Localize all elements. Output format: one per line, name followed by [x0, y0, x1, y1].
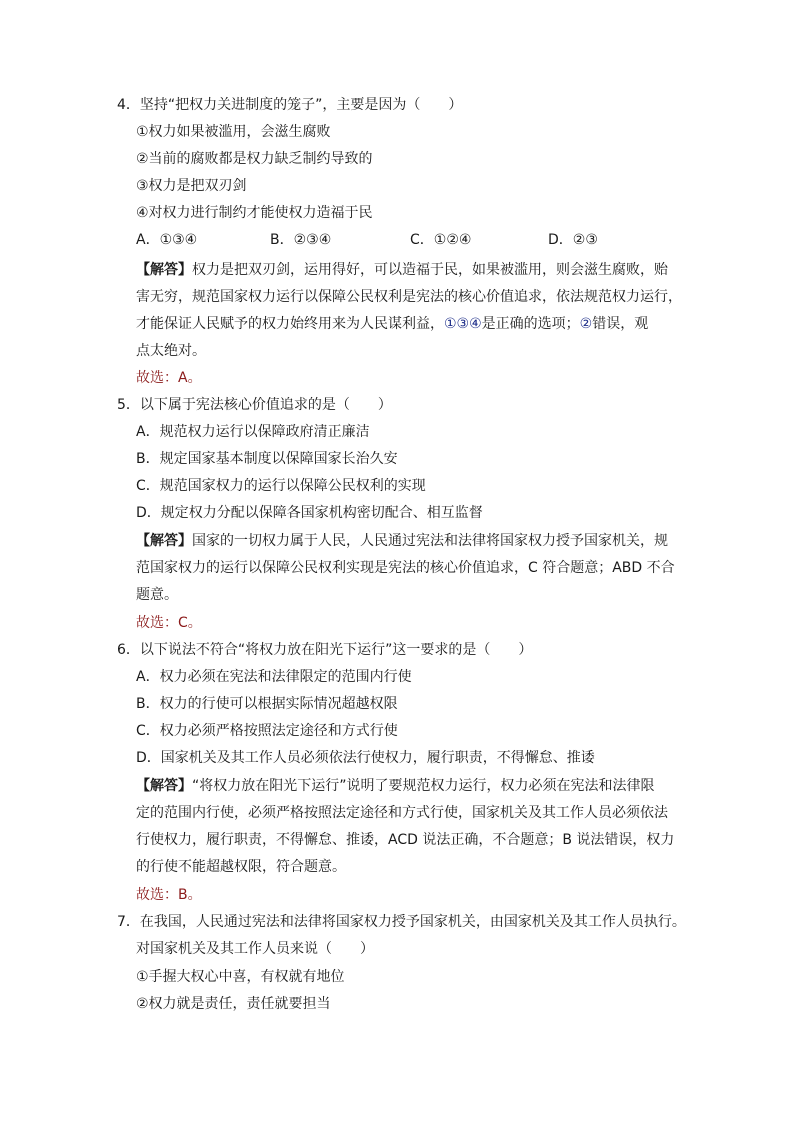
question-5-final-answer: 故选：C。: [136, 615, 202, 631]
question-4-item-4: ④对权力进行制约才能使权力造福于民: [136, 205, 373, 221]
question-5-option-d: D．规定权力分配以保障各国家机构密切配合、相互监督: [136, 505, 483, 521]
question-4-item-1: ①权力如果被滥用，会滋生腐败: [136, 124, 331, 140]
choice-b: B．②③④: [270, 232, 332, 248]
question-5-analysis-line-3: 题意。: [136, 587, 178, 603]
question-7-stem-line-1: 7．在我国，人民通过宪法和法律将国家权力授予国家机关，由国家机关及其工作人员执行。: [117, 914, 686, 930]
question-5-option-a: A．规范权力运行以保障政府清正廉洁: [136, 424, 370, 440]
question-6-analysis-line-2: 定的范围内行使，必须严格按照法定途径和方式行使，国家机关及其工作人员必须依法: [136, 805, 668, 821]
question-6-option-a: A．权力必须在宪法和法律限定的范围内行使: [136, 669, 412, 685]
analysis-highlight: ②: [579, 316, 593, 332]
analysis-highlight: ①③④: [444, 316, 482, 332]
question-6-stem: 6．以下说法不符合“将权力放在阳光下运行”这一要求的是（ ）: [117, 642, 533, 658]
question-4-analysis-line-3: [136, 314, 648, 334]
analysis-text: 才能保证人民赋予的权力始终用来为人民谋利益，: [136, 316, 444, 332]
question-6-final-answer: 故选：B。: [136, 887, 202, 903]
question-7-item-2: ②权力就是责任，责任就要担当: [136, 996, 331, 1012]
question-6-analysis-line-1: [136, 776, 655, 796]
question-4-analysis-line-4: 点太绝对。: [136, 343, 206, 359]
question-7-item-1: ①手握大权心中喜，有权就有地位: [136, 969, 345, 985]
question-4-final-answer: 故选：A。: [136, 370, 202, 386]
question-5-option-b: B．规定国家基本制度以保障国家长治久安: [136, 451, 398, 467]
analysis-tag: 【解答】: [136, 778, 192, 794]
analysis-tag: 【解答】: [136, 262, 192, 278]
question-7-stem-line-2: 对国家机关及其工作人员来说（ ）: [136, 941, 374, 957]
question-4-item-3: ③权力是把双刃剑: [136, 178, 247, 194]
question-6-option-d: D．国家机关及其工作人员必须依法行使权力，履行职责，不得懈怠、推诿: [136, 750, 595, 766]
analysis-text: 错误，观: [592, 316, 649, 332]
analysis-text: “将权力放在阳光下运行”说明了要规范权力运行，权力必须在宪法和法律限: [192, 778, 655, 794]
question-5-option-c: C．规范国家权力的运行以保障公民权利的实现: [136, 478, 426, 494]
question-5-analysis-line-2: 范国家权力的运行以保障公民权利实现是宪法的核心价值追求，C 符合题意；ABD 不合: [136, 560, 675, 576]
question-4-item-2: ②当前的腐败都是权力缺乏制约导致的: [136, 151, 373, 167]
choice-d: D．②③: [548, 232, 598, 248]
question-6-option-c: C．权力必须严格按照法定途径和方式行使: [136, 723, 398, 739]
question-4-analysis-line-2: 害无穷，规范国家权力运行以保障公民权利是宪法的核心价值追求，依法规范权力运行，: [136, 289, 682, 305]
analysis-text: 权力是把双刃剑，运用得好，可以造福于民，如果被滥用，则会滋生腐败，贻: [192, 262, 668, 278]
question-6-analysis-line-4: 的行使不能超越权限，符合题意。: [136, 859, 346, 875]
question-4-stem: 4．坚持“把权力关进制度的笼子”，主要是因为（ ）: [117, 97, 463, 113]
choice-c: C．①②④: [410, 232, 472, 248]
question-4-analysis-line-1: [136, 260, 668, 280]
question-4-choices: [136, 230, 598, 250]
question-5-stem: 5．以下属于宪法核心价值追求的是（ ）: [117, 397, 392, 413]
analysis-tag: 【解答】: [136, 533, 192, 549]
choice-a: A．①③④: [136, 232, 198, 248]
question-6-analysis-line-3: 行使权力，履行职责，不得懈怠、推诿，ACD 说法正确，不合题意；B 说法错误，权力: [136, 832, 675, 848]
question-6-option-b: B．权力的行使可以根据实际情况超越权限: [136, 696, 398, 712]
question-5-analysis-line-1: [136, 531, 668, 551]
analysis-text: 国家的一切权力属于人民，人民通过宪法和法律将国家权力授予国家机关，规: [192, 533, 668, 549]
analysis-text: 是正确的选项；: [481, 316, 580, 332]
